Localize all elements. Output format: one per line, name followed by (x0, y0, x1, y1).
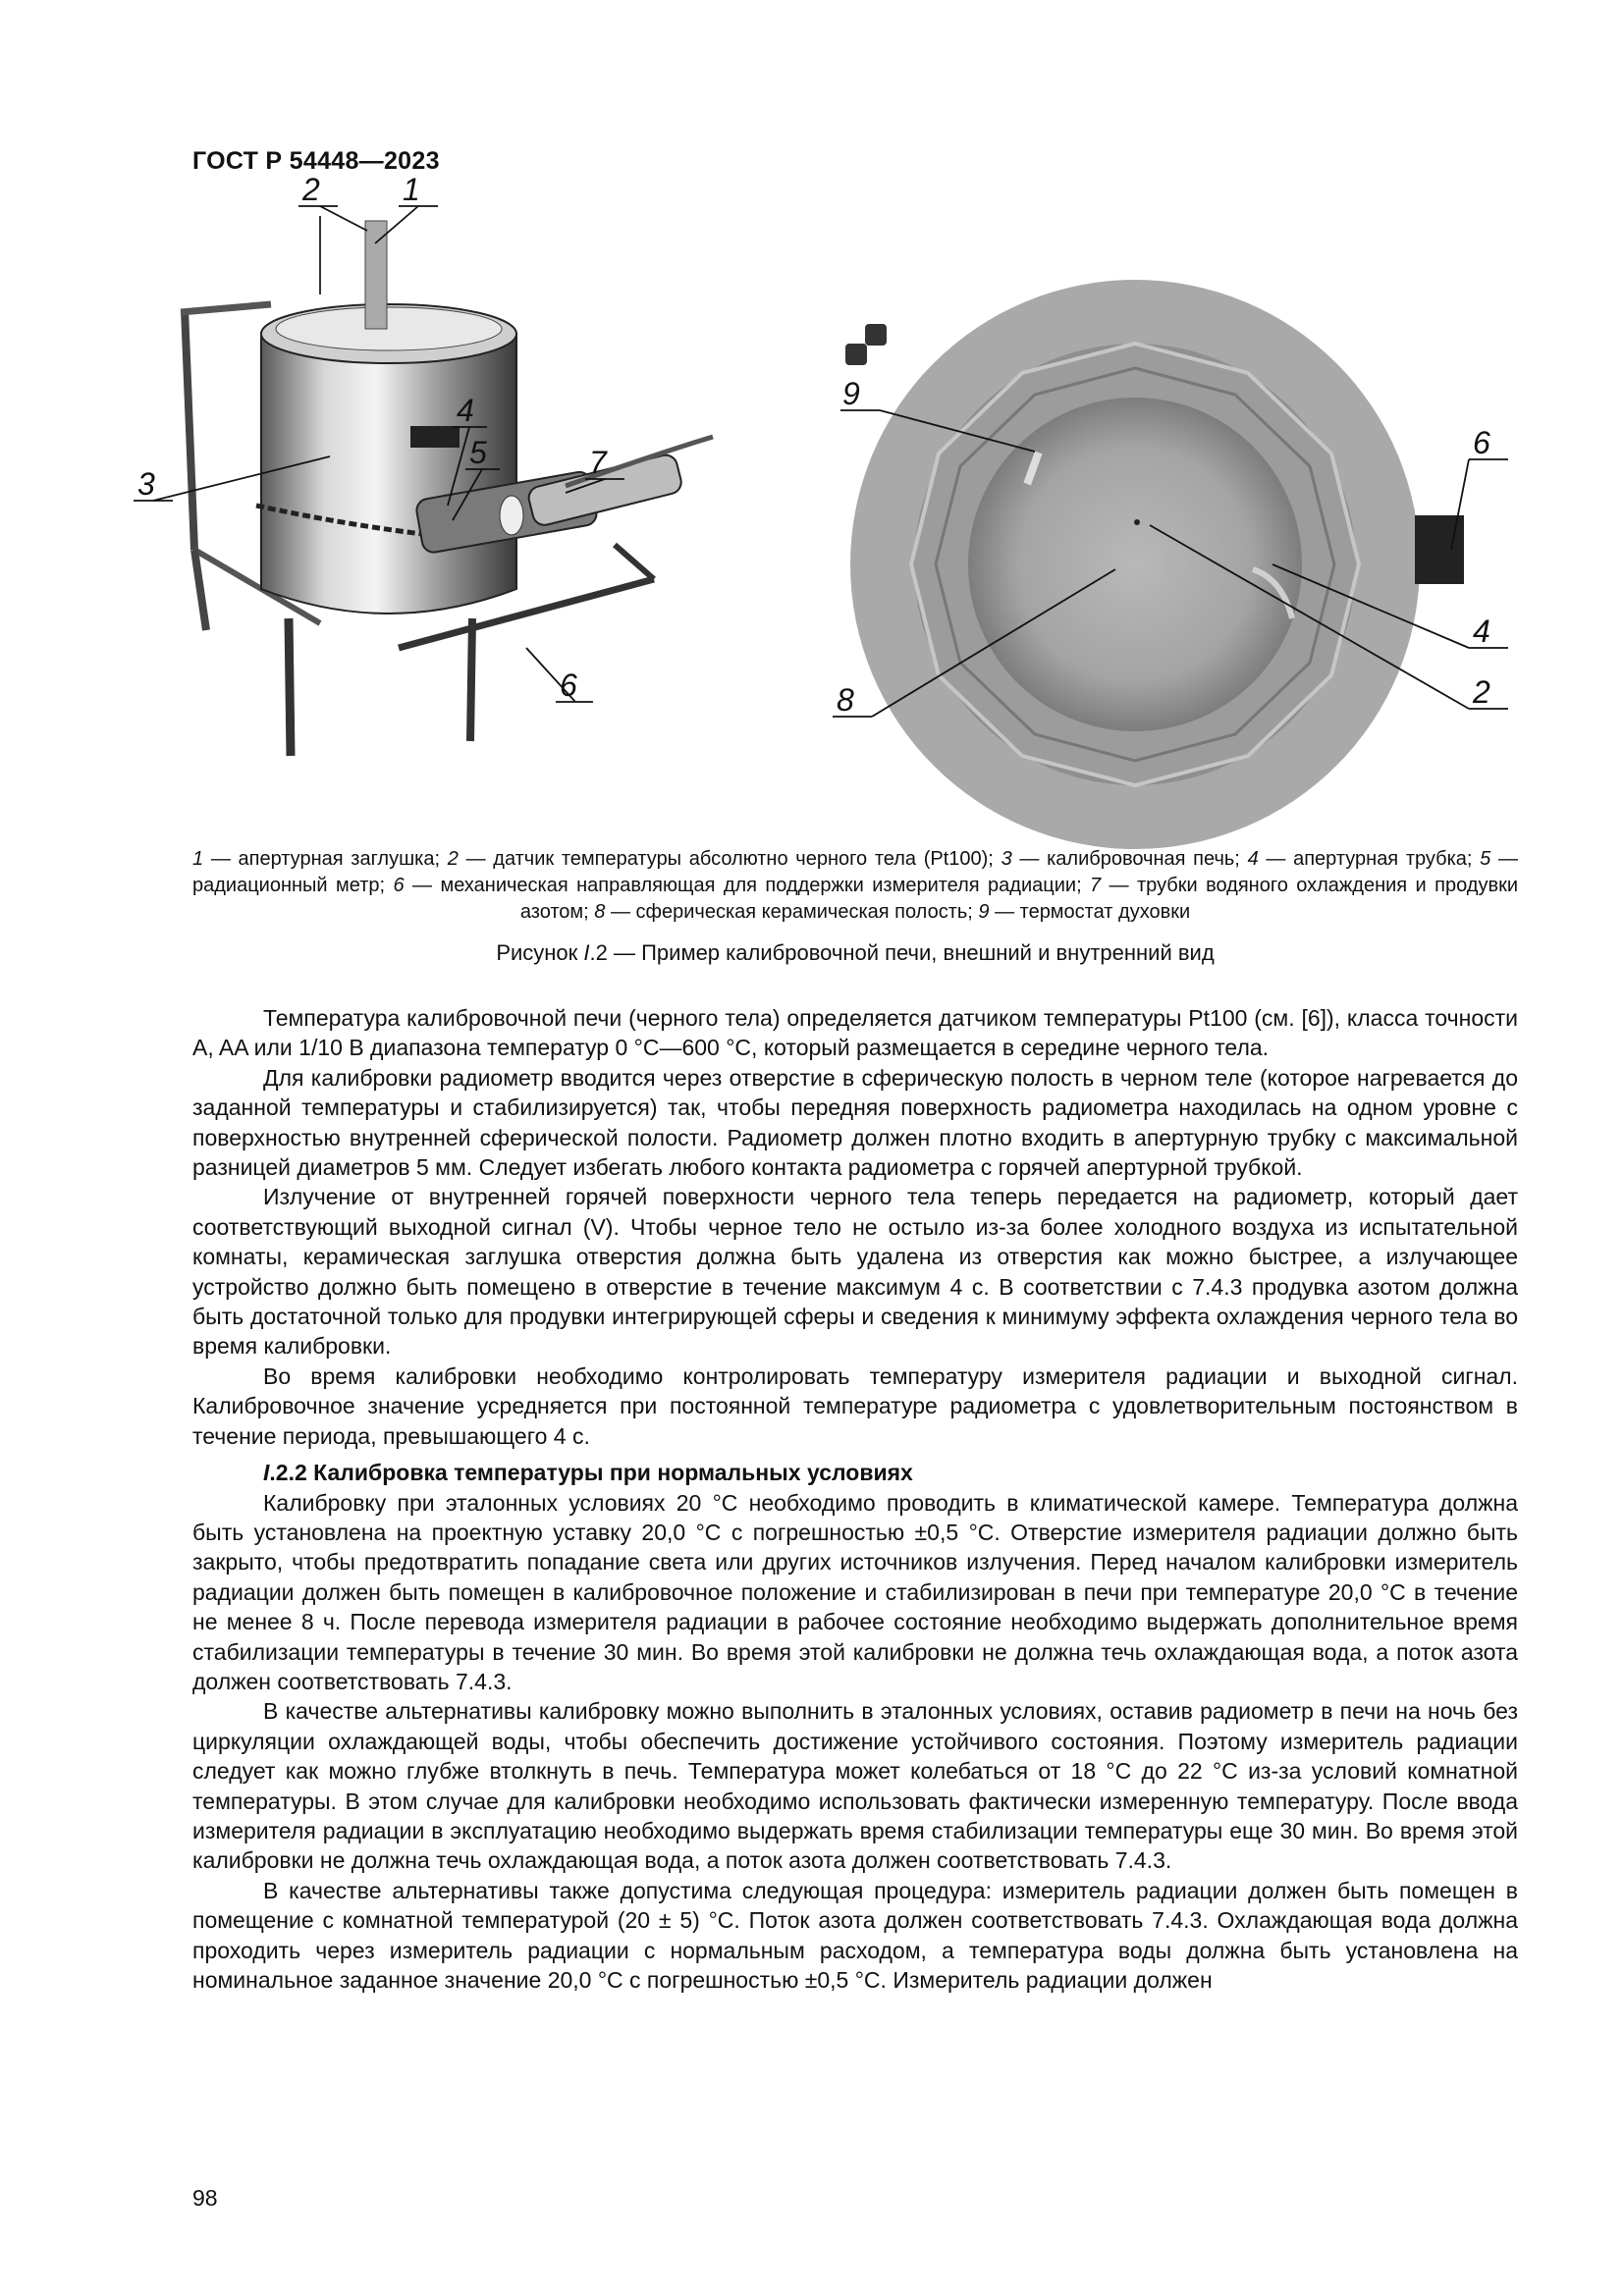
paragraph: Излучение от внутренней горячей поверхности черного тела теперь передается на радиометр, который дает соответствующий выходной сигнал (V). Чтобы черное тело не остыло из-за более холодного воздуха из испытательной комнаты, керамическая заглушка отверстия должна быть удалена из отверстия как можно быстрее, а излучающее устройство должно быть помещено в отверстие в течение максимум 4 с. В соответствии с 7.4.3 продувка азотом должна быть достаточной только для продувки интегрирующей сферы и сведения к минимуму эффекта охлаждения черного тела во время калибровки. (192, 1184, 1518, 1360)
body-text (192, 1003, 1518, 1995)
oven-internal-view (833, 280, 1508, 849)
legend-num: 9 (978, 901, 990, 923)
legend-num: 2 (447, 848, 459, 870)
caption-prefix: Рисунок (496, 940, 584, 965)
document-code: ГОСТ Р 54448—2023 (192, 147, 440, 175)
label-3: 3 (137, 466, 155, 502)
legend-text: — калибровочная печь; (1011, 848, 1248, 870)
figure-calibration-oven (137, 172, 1518, 854)
paragraph: В качестве альтернативы калибровку можно выполнить в эталонных условиях, оставив радиометр в печи на ночь без циркуляции охлаждающей воды, чтобы обеспечить достижение устойчивого состояния. Поэтому измеритель радиации следует как можно глубже втолкнуть в печь. Температура может колебаться от 18 °C до 22 °C из-за условий комнатной температуры. В этом случае для калибровки необходимо использовать фактически измеренную температуру. После ввода измерителя радиации в эксплуатацию необходимо выдержать время стабилизации температуры еще 30 мин. Во время этой калибровки не должна течь охлаждающая вода, а поток азота должен соответствовать 7.4.3. (192, 1698, 1518, 1874)
legend-num: 4 (1247, 848, 1259, 870)
label-6: 6 (560, 667, 577, 703)
section-heading (192, 1458, 1518, 1487)
legend-num: 5 (1480, 848, 1491, 870)
legend-num: 7 (1090, 875, 1102, 896)
legend-num: 6 (393, 875, 405, 896)
caption-rest: .2 — Пример калибровочной печи, внешний и внутренний вид (589, 940, 1215, 965)
legend-text: — апертурная заглушка; (203, 848, 448, 870)
legend-text: — радиационный метр; (192, 848, 1519, 896)
paragraph: В качестве альтернативы также допустима следующая процедура: измеритель радиации должен быть помещен в помещение с комнатной температурой (20 ± 5) °C. Поток азота должен соответствовать 7.4.3. Охлаждающая вода должна проходить через измеритель радиации с нормальным расходом, а температура воды должна быть установлена на номинальное заданное значение 20,0 °C с погрешностью ±0,5 °C. Измеритель радиации должен (192, 1877, 1518, 1993)
page-number: 98 (192, 2185, 218, 2211)
legend-text: — датчик температуры абсолютно черного тела (Pt100); (458, 848, 1001, 870)
legend-text: — трубки водяного охлаждения и продувки азотом; (519, 875, 1518, 923)
label-4-right: 4 (1473, 614, 1490, 649)
paragraph: Калибровку при эталонных условиях 20 °C необходимо проводить в климатической камере. Температура должна быть установлена на проектную уставку 20,0 °C с погрешностью ±0,5 °C. Отверстие измерителя радиации должно быть закрыто, чтобы предотвратить попадание света или других источников излучения. Перед началом калибровки измеритель радиации должен быть помещен в калибровочное положение и стабилизирован в печи при температуре 20,0 °C в течение не менее 8 ч. После перевода измерителя радиации в рабочее состояние необходимо выдержать дополнительное время стабилизации температуры в течение 30 мин. Во время этой калибровки не должна течь охлаждающая вода, а поток азота должен соответствовать 7.4.3. (192, 1489, 1518, 1694)
figure-caption (192, 940, 1518, 966)
paragraph: Во время калибровки необходимо контролировать температуру измерителя радиации и выходной сигнал. Калибровочное значение усредняется при постоянной температуре радиометра с удовлетворительным постоянством в течение периода, превышающего 4 с. (192, 1362, 1518, 1449)
legend-num: 8 (594, 901, 606, 923)
label-2: 2 (302, 172, 320, 207)
label-6-right: 6 (1473, 425, 1490, 460)
label-4: 4 (457, 393, 474, 428)
paragraph: Для калибровки радиометр вводится через отверстие в сферическую полость в черном теле (которое нагревается до заданной температуры и стабилизируется) так, чтобы передняя поверхность радиометра находилась на одном уровне с поверхностью внутренней сферической полости. Радиометр должен плотно входить в апертурную трубку с максимальной разницей диаметров 5 мм. Следует избегать любого контакта радиометра с горячей апертурной трубкой. (192, 1064, 1518, 1181)
legend-text: — апертурная трубка; (1258, 848, 1481, 870)
legend-text: — сферическая керамическая полость; (605, 901, 979, 923)
figure-legend (192, 846, 1518, 926)
caption-letter: I (583, 940, 590, 965)
label-9: 9 (842, 376, 860, 411)
legend-text: — механическая направляющая для поддержки измерителя радиации; (404, 875, 1091, 896)
section-title: Калибровка температуры при нормальных условиях (306, 1460, 913, 1486)
label-5: 5 (469, 435, 487, 470)
label-2-right: 2 (1473, 674, 1490, 710)
label-1: 1 (403, 172, 420, 207)
section-number: .2.2 (269, 1460, 307, 1486)
legend-num: 3 (1001, 848, 1012, 870)
paragraph: Температура калибровочной печи (черного тела) определяется датчиком температуры Pt100 (см. [6]), класса точности A, AA или 1/10 B диапазона температур 0 °C—600 °C, который размещается в середине черного тела. (192, 1005, 1518, 1061)
label-7: 7 (589, 445, 607, 480)
legend-num: 1 (192, 848, 204, 870)
oven-external-view (134, 172, 713, 756)
legend-text: — термостат духовки (989, 901, 1191, 923)
label-8: 8 (837, 682, 854, 718)
section-letter: I (263, 1460, 270, 1486)
figure-illustration (137, 172, 1518, 854)
